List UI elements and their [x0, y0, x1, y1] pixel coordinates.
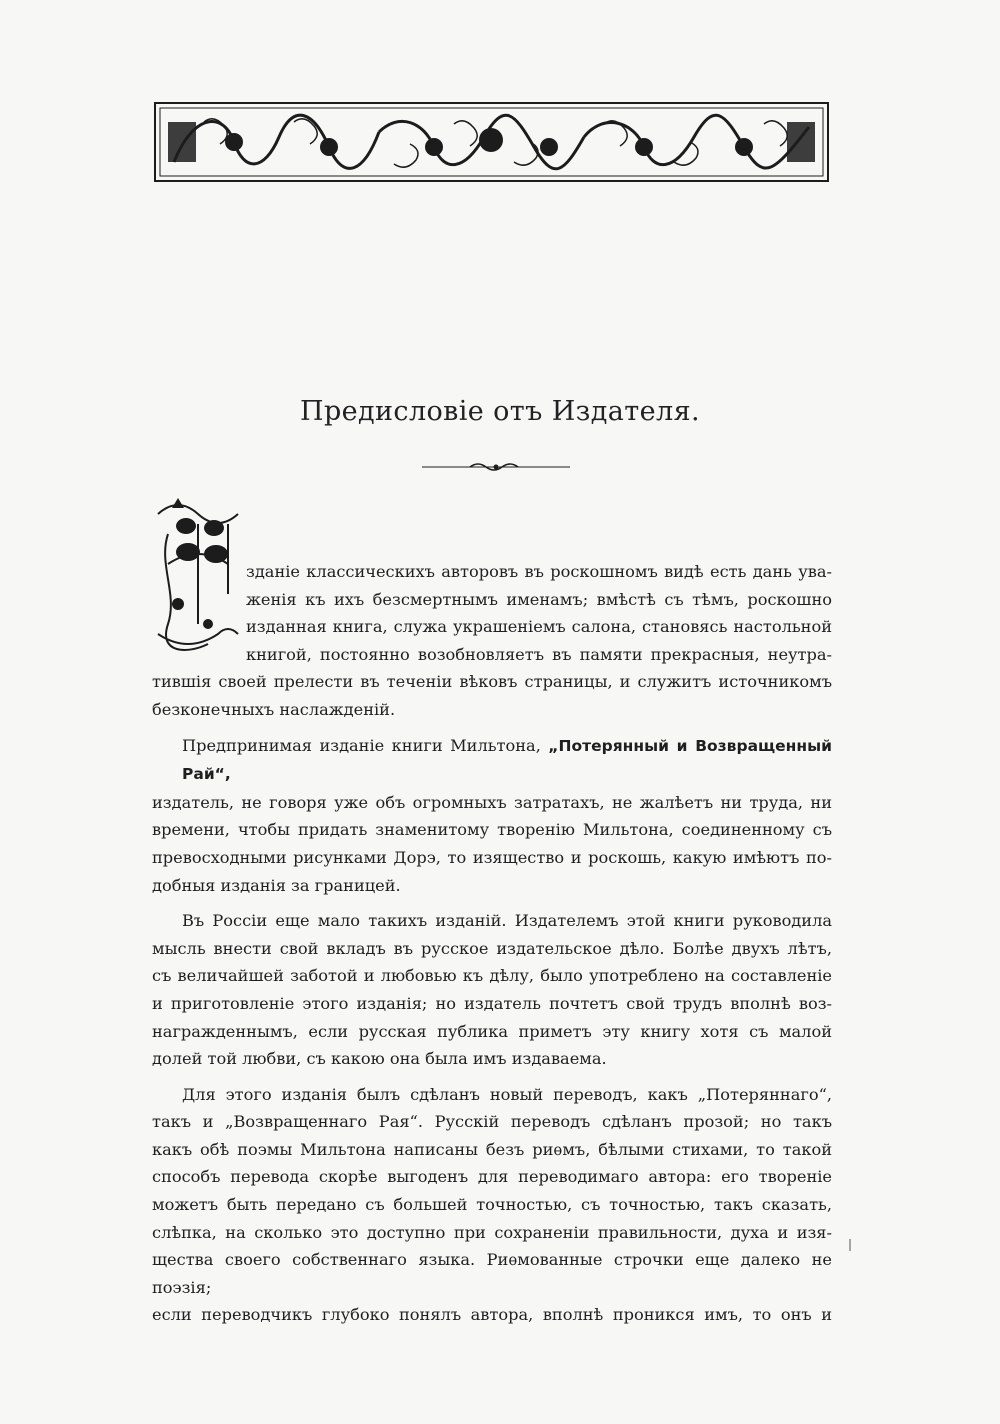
paragraph-4	[152, 1081, 832, 1329]
book-title: „Потерянный и Возвращенный Рай“,	[182, 736, 832, 784]
text-line: превосходными рисунками Дорэ, то изящество и роскошь, какую имѣютъ по-	[152, 847, 832, 867]
ornamental-rule-icon	[420, 460, 572, 474]
text-line: добныя изданія за границей.	[152, 875, 401, 895]
text-line: Въ Россіи еще мало такихъ изданій. Издателемъ этой книги руководила	[182, 911, 832, 931]
text-line: женія къ ихъ безсмертнымъ именамъ; вмѣстѣ съ тѣмъ, роскошно	[246, 589, 832, 609]
text-line: безконечныхъ наслажденій.	[152, 699, 396, 719]
text-line: съ величайшей заботой и любовью къ дѣлу, было употреблено на составленіе	[152, 966, 832, 986]
text-line: такъ и „Возвращеннаго Рая“. Русскій переводъ сдѣланъ прозой; но такъ	[152, 1112, 832, 1132]
paragraph-3	[152, 907, 832, 1073]
text-line: тившія своей прелести въ теченіи вѣковъ страницы, и служитъ источникомъ	[152, 672, 832, 692]
text-line: времени, чтобы придать знаменитому творенію Мильтона, соединенному съ	[152, 820, 832, 840]
floral-banner-icon	[154, 102, 829, 182]
body-text	[152, 558, 832, 1337]
text-line: книгой, постоянно возобновляетъ въ памяти прекрасныя, неутра-	[246, 644, 832, 664]
paragraph-2	[152, 732, 832, 900]
text-line: какъ обѣ поэмы Мильтона написаны безъ риѳмъ, бѣлыми стихами, то такой	[152, 1139, 832, 1159]
page-title: Предисловіе отъ Издателя.	[300, 396, 700, 427]
paragraph-1	[152, 558, 832, 724]
text-line: и приготовленіе этого изданія; но издатель почтетъ свой трудъ вполнѣ воз-	[152, 993, 832, 1013]
text-line: награжденнымъ, если русская публика приметъ эту книгу хотя съ малой	[152, 1021, 832, 1041]
margin-mark-icon	[848, 1238, 852, 1252]
text-line: Для этого изданія былъ сдѣланъ новый переводъ, какъ „Потеряннаго“,	[182, 1084, 832, 1104]
text-line: можетъ быть передано съ большей точностью, съ точностью, такъ сказать,	[152, 1195, 832, 1215]
text-fragment: Предпринимая изданіе книги Мильтона,	[182, 735, 541, 755]
text-line: долей той любви, съ какою она была имъ издаваема.	[152, 1049, 607, 1069]
text-line: если переводчикъ глубоко понялъ автора, вполнѣ проникся имъ, то онъ и	[152, 1305, 832, 1325]
text-line: способъ перевода скорѣе выгоденъ для переводимаго автора: его твореніе	[152, 1167, 832, 1187]
text-line: зданіе классическихъ авторовъ въ роскошномъ видѣ есть дань ува-	[246, 562, 832, 581]
text-line	[152, 732, 832, 789]
text-line: издатель, не говоря уже объ огромныхъ затратахъ, не жалѣетъ ни труда, ни	[152, 792, 832, 812]
text-line: щества своего собственнаго языка. Риѳмованные строчки еще далеко не поэзія;	[152, 1250, 832, 1297]
text-line: слѣпка, на сколько это доступно при сохраненіи правильности, духа и изя-	[152, 1222, 832, 1242]
text-line: изданная книга, служа украшеніемъ салона, становясь настольной	[246, 617, 832, 637]
text-line: мысль внести свой вкладъ въ русское издательское дѣло. Болѣе двухъ лѣтъ,	[152, 938, 832, 958]
